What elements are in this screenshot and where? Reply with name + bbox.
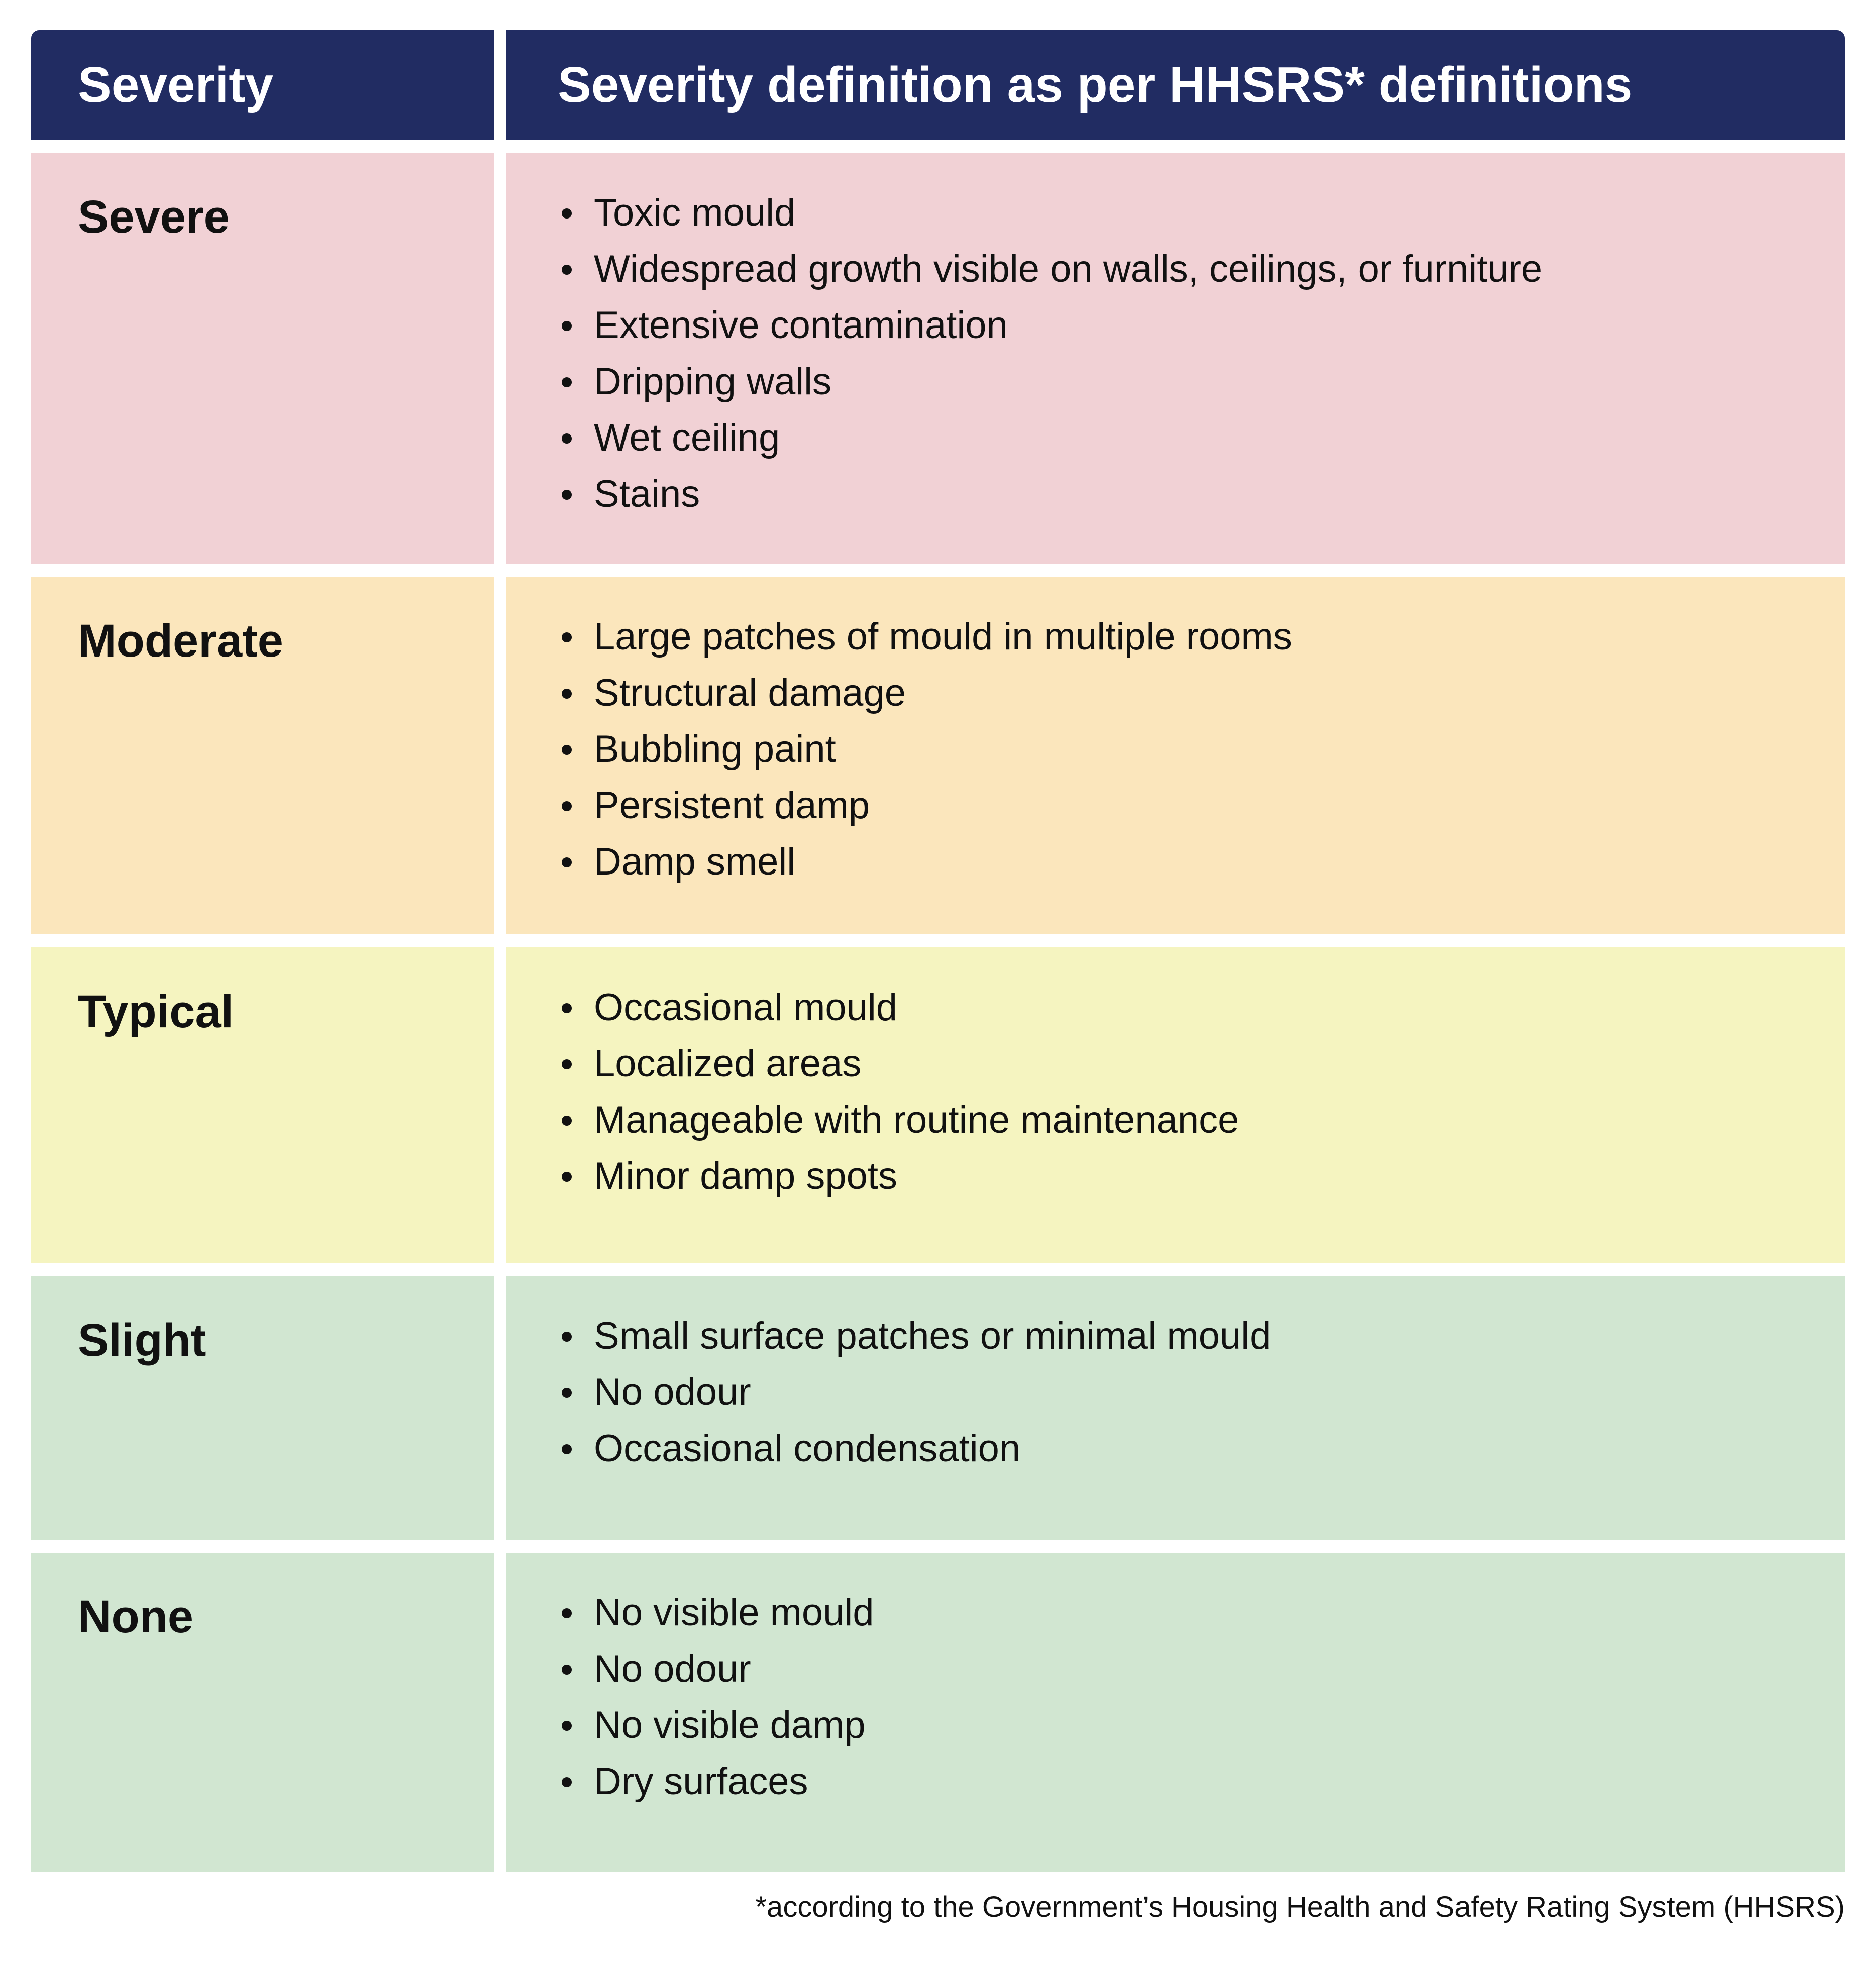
list-item: Dry surfaces bbox=[558, 1754, 1845, 1810]
list-item: Damp smell bbox=[558, 834, 1845, 890]
list-item: No visible damp bbox=[558, 1697, 1845, 1754]
severity-level: Moderate bbox=[31, 577, 494, 934]
list-item: Dripping walls bbox=[558, 354, 1845, 410]
severity-level: Slight bbox=[31, 1276, 494, 1540]
severity-level: None bbox=[31, 1553, 494, 1872]
definition-list bbox=[558, 1308, 1845, 1477]
definition-cell bbox=[506, 947, 1845, 1263]
definition-cell bbox=[506, 153, 1845, 564]
list-item: Persistent damp bbox=[558, 778, 1845, 834]
row-severe bbox=[31, 153, 1845, 564]
list-item: Manageable with routine maintenance bbox=[558, 1092, 1845, 1148]
list-item: Extensive contamination bbox=[558, 297, 1845, 354]
list-item: Widespread growth visible on walls, ceilings, or furniture bbox=[558, 241, 1845, 297]
list-item: Occasional condensation bbox=[558, 1421, 1845, 1477]
list-item: Toxic mould bbox=[558, 185, 1845, 241]
row-slight bbox=[31, 1276, 1845, 1540]
row-none bbox=[31, 1553, 1845, 1872]
severity-table bbox=[31, 30, 1845, 1872]
list-item: Large patches of mould in multiple rooms bbox=[558, 609, 1845, 665]
list-item: Small surface patches or minimal mould bbox=[558, 1308, 1845, 1364]
list-item: Bubbling paint bbox=[558, 721, 1845, 778]
severity-level: Severe bbox=[31, 153, 494, 564]
list-item: Wet ceiling bbox=[558, 410, 1845, 466]
list-item: Minor damp spots bbox=[558, 1148, 1845, 1205]
definition-list bbox=[558, 609, 1845, 890]
header-definition: Severity definition as per HHSRS* definitions bbox=[506, 30, 1845, 140]
severity-level: Typical bbox=[31, 947, 494, 1263]
definition-cell bbox=[506, 1553, 1845, 1872]
definition-cell bbox=[506, 1276, 1845, 1540]
list-item: Structural damage bbox=[558, 665, 1845, 721]
definition-list bbox=[558, 185, 1845, 522]
list-item: Occasional mould bbox=[558, 979, 1845, 1036]
table-header bbox=[31, 30, 1845, 140]
header-severity: Severity bbox=[31, 30, 494, 140]
list-item: No odour bbox=[558, 1364, 1845, 1421]
row-moderate bbox=[31, 577, 1845, 934]
definition-list bbox=[558, 979, 1845, 1205]
definition-cell bbox=[506, 577, 1845, 934]
list-item: Stains bbox=[558, 466, 1845, 522]
row-typical bbox=[31, 947, 1845, 1263]
footnote: *according to the Government’s Housing Health and Safety Rating System (HHSRS) bbox=[755, 1891, 1845, 1923]
list-item: No visible mould bbox=[558, 1585, 1845, 1641]
list-item: No odour bbox=[558, 1641, 1845, 1697]
list-item: Localized areas bbox=[558, 1036, 1845, 1092]
definition-list bbox=[558, 1585, 1845, 1810]
